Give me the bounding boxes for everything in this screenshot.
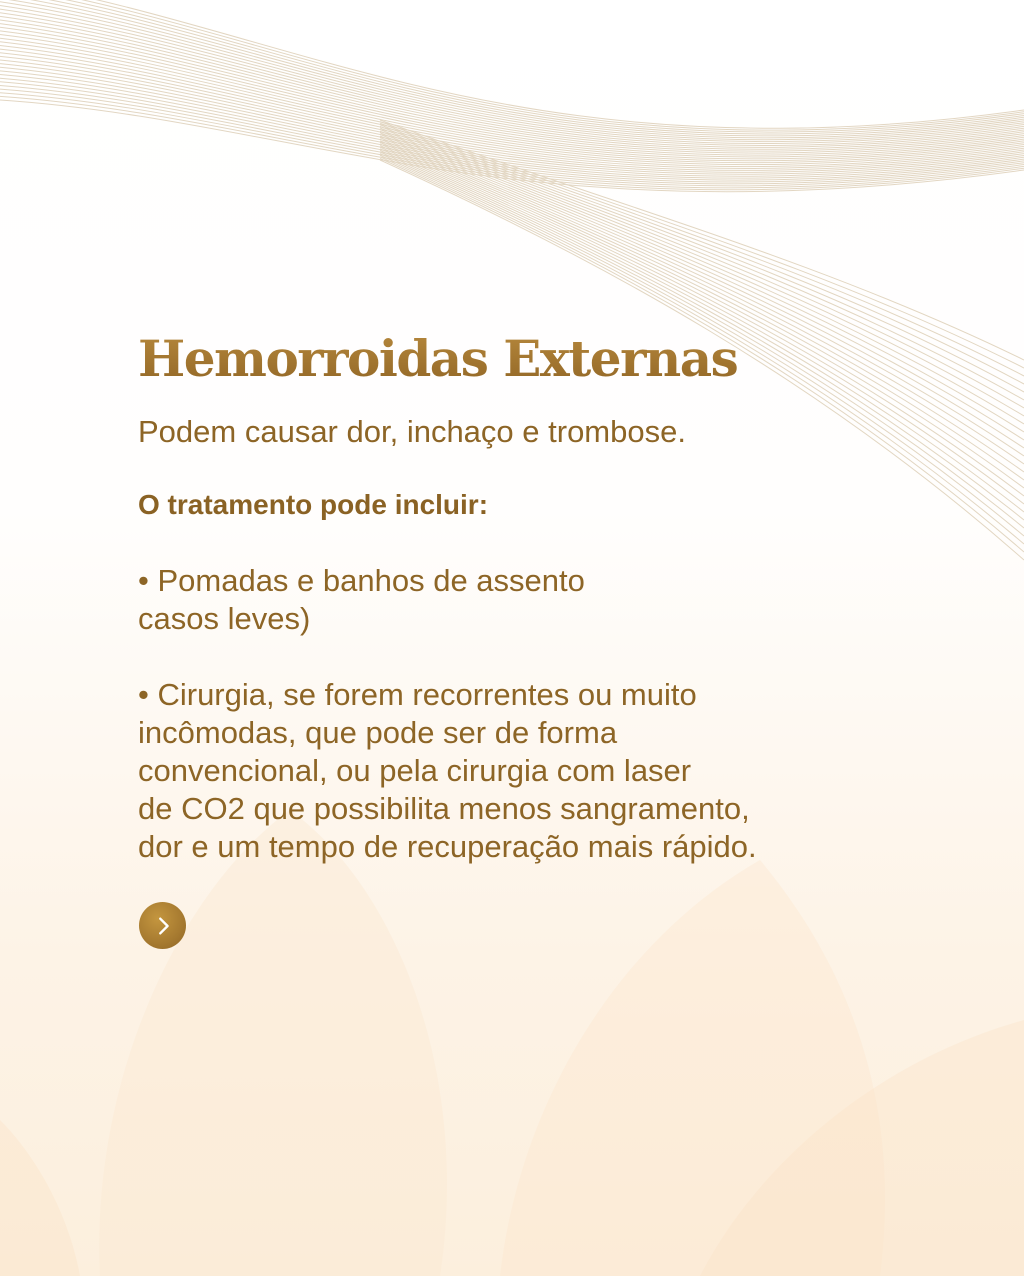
intro-text: Podem causar dor, inchaço e trombose. bbox=[138, 414, 686, 449]
wave-line bbox=[0, 38, 1024, 159]
chevron-right-icon bbox=[152, 915, 174, 937]
slide-title: Hemorroidas Externas bbox=[138, 326, 938, 392]
wave-line bbox=[0, 42, 1024, 161]
slide-content bbox=[138, 326, 938, 866]
wave-line bbox=[0, 9, 1024, 143]
treatment-bullet-ointments: • Pomadas e banhos de assento casos leves) bbox=[138, 563, 585, 636]
wave-line bbox=[0, 6, 1024, 142]
next-slide-button[interactable] bbox=[139, 902, 186, 949]
treatment-bullet-surgery: • Cirurgia, se forem recorrentes ou muito incômodas, que pode ser de forma convencional, ou pela cirurgia com laser de CO2 que possibilita menos sangramento, dor e um tempo de recuperação mais rápido. bbox=[138, 677, 757, 864]
treatment-subheading: O tratamento pode incluir: bbox=[138, 489, 489, 520]
